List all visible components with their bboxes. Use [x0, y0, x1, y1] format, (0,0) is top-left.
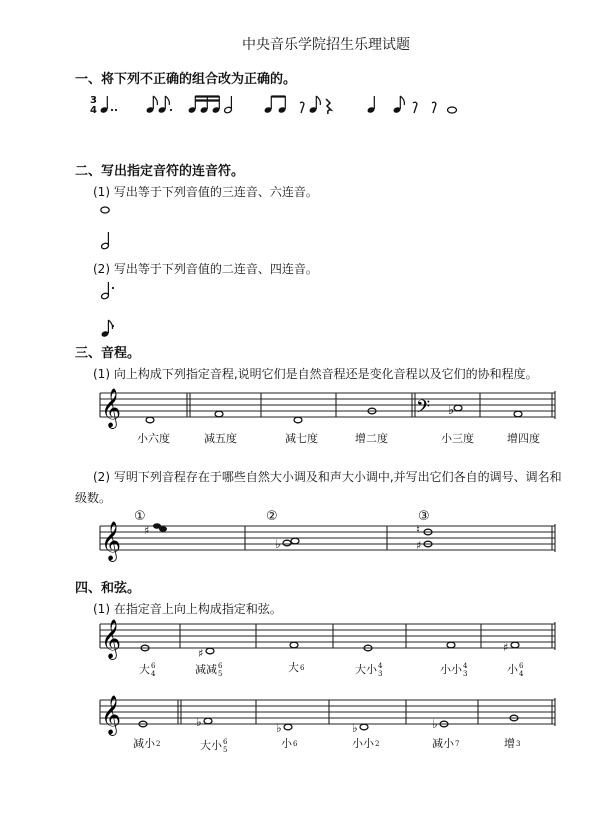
chord-label: 大 6 4: [139, 662, 156, 678]
interval-label: 增四度: [507, 432, 540, 445]
eighth-rest: [300, 102, 304, 113]
chord-label: 减小 2: [133, 737, 161, 750]
flat-icon: ♭: [352, 721, 358, 735]
natural-icon: ♮: [416, 523, 420, 536]
flat-icon: ♭: [276, 721, 282, 735]
whole-note: [294, 417, 302, 423]
interval-label: 小三度: [441, 432, 474, 445]
time-signature-top: 3: [90, 95, 97, 106]
whole-note: [447, 642, 455, 648]
chord-staff-2: [100, 700, 555, 724]
time-signature-bottom: 4: [90, 105, 97, 116]
section-2-question-2: (2) 写出等于下列音值的二连音、四连音。: [93, 262, 318, 276]
chord-label: 小 6: [281, 737, 298, 750]
chord-label: 小小 2: [352, 737, 380, 750]
section-4-question-1: (1) 在指定音上向上构成指定和弦。: [93, 602, 282, 616]
chord-staff-1: [100, 624, 555, 648]
flat-icon: ♭: [448, 403, 455, 418]
whole-note: [454, 405, 462, 411]
interval-staff: [100, 393, 555, 417]
whole-note: [448, 107, 457, 113]
quarter-rest: [326, 99, 331, 114]
whole-note: [101, 207, 109, 213]
section-3-question-2: (2) 写明下列音程存在于哪些自然大小调及和声大小调中,并写出它们各自的调号、调名和: [93, 470, 562, 484]
chord-label: 减减 6 5: [195, 662, 223, 678]
chord-label: 小小 4 3: [440, 662, 468, 678]
whole-note: [514, 411, 522, 417]
circled-number: ①: [134, 509, 146, 524]
dot: [115, 109, 117, 111]
circled-number: ③: [418, 509, 430, 524]
chord-label: 大小 6 5: [200, 738, 228, 754]
bass-clef-icon: 𝄢: [416, 397, 431, 422]
note-head: [283, 540, 291, 546]
sharp-icon: ♯: [198, 647, 204, 660]
chord-label: 大 6: [288, 661, 305, 674]
whole-note: [206, 648, 214, 654]
eighth-rest: [413, 102, 417, 113]
dot: [170, 109, 172, 111]
tuplet-exercise-notes: [101, 207, 114, 338]
sharp-icon: ♯: [416, 539, 422, 552]
whole-note: [146, 417, 154, 423]
chord-label: 小 6 4: [507, 662, 524, 678]
whole-note: [290, 642, 298, 648]
section-3-question-1: (1) 向上构成下列指定音程,说明它们是自然音程还是变化音程以及它们的协和程度。: [93, 367, 538, 381]
whole-note: [284, 724, 292, 730]
eighth-rest: [432, 102, 436, 113]
whole-note: [204, 718, 212, 724]
section-1-heading: 一、将下列不正确的组合改为正确的。: [75, 72, 297, 87]
treble-clef-icon: 𝄞: [101, 619, 122, 659]
flat-icon: ♭: [196, 715, 202, 729]
treble-clef-icon: 𝄞: [101, 521, 122, 561]
interval-label: 减五度: [204, 432, 237, 445]
treble-clef-icon: 𝄞: [101, 388, 122, 428]
flat-icon: ♭: [432, 717, 438, 731]
treble-clef-icon: 𝄞: [101, 695, 122, 735]
section-4-heading: 四、和弦。: [75, 581, 141, 596]
chord-label: 减小 7: [432, 737, 460, 750]
interval-label: 小六度: [137, 432, 170, 445]
interval-id-staff: [100, 526, 555, 550]
whole-note: [215, 411, 223, 417]
section-3-heading: 三、音程。: [75, 346, 141, 361]
section-2-question-1: (1) 写出等于下列音值的三连音、六连音。: [93, 185, 318, 199]
sharp-icon: ♯: [144, 524, 150, 537]
sharp-icon: ♯: [503, 641, 509, 654]
flat-icon: ♭: [275, 537, 281, 551]
rhythm-line: [90, 95, 457, 116]
section-3-question-2-cont: 级数。: [75, 491, 112, 505]
whole-note: [511, 642, 519, 648]
circled-number: ②: [266, 509, 278, 524]
section-2-heading: 二、写出指定音符的连音符。: [75, 164, 245, 179]
interval-label: 增二度: [355, 432, 388, 445]
interval-label: 减七度: [285, 432, 318, 445]
whole-note: [360, 724, 368, 730]
chord-label: 增 3: [504, 737, 521, 750]
page-title: 中央音乐学院招生乐理试题: [242, 37, 410, 53]
note-head: [159, 526, 167, 532]
dot: [111, 109, 113, 111]
chord-label: 大小 4 3: [355, 662, 383, 678]
note-head: [291, 538, 299, 544]
